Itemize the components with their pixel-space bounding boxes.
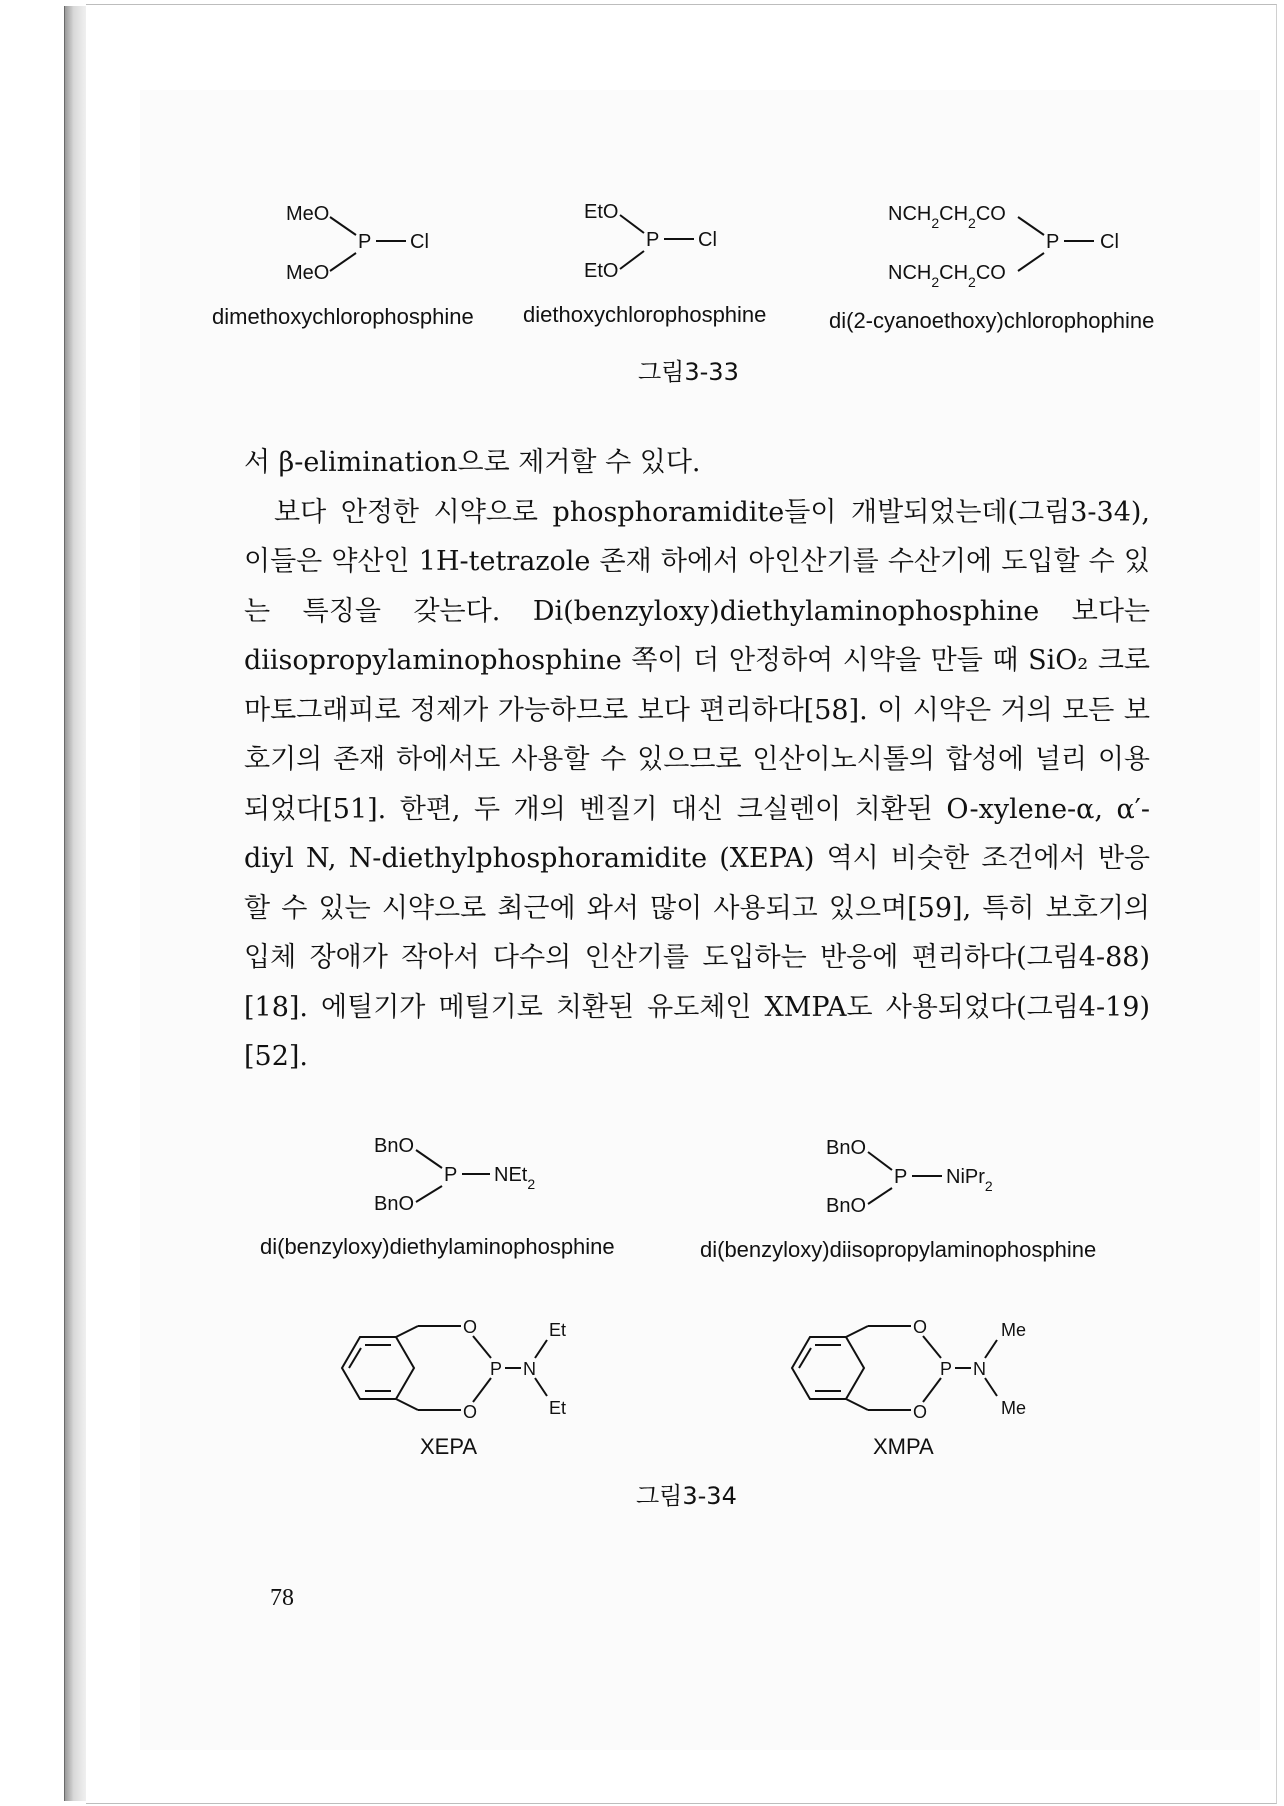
structure-xmpa bbox=[785, 1318, 1045, 1438]
ring-oxygen-top: O bbox=[463, 1317, 478, 1337]
structure-dicyanoethoxychlorophosphine bbox=[886, 195, 1136, 290]
structure-center-atom: P bbox=[444, 1164, 458, 1186]
structure-diethoxychlorophosphine bbox=[580, 193, 780, 288]
caption-dicyanoethoxychlorophosphine: di(2-cyanoethoxy)chlorophophine bbox=[829, 308, 1155, 333]
ring-oxygen-bottom: O bbox=[463, 1402, 478, 1422]
amine-alkyl-bottom: Me bbox=[1001, 1398, 1027, 1418]
structure-upper-group: MeO bbox=[286, 203, 330, 225]
structure-upper-group: EtO bbox=[584, 201, 619, 223]
figure-label-3-34: 그림3-34 bbox=[636, 1482, 737, 1510]
ring-oxygen-top: O bbox=[913, 1317, 928, 1337]
caption-diethoxychlorophosphine: diethoxychlorophosphine bbox=[523, 302, 767, 327]
structure-center-atom: P bbox=[358, 231, 372, 253]
structure-substituent: NEt$_2$ bbox=[494, 1164, 536, 1192]
caption-xepa: XEPA bbox=[420, 1434, 478, 1459]
paragraph: 보다 안정한 시약으로 phosphoramidite들이 개발되었는데(그림3-34), 이들은 약산인 1H-tetrazole 존재 하에서 아인산기를 수산기에 도입할 수 있는 특징을 갖는다. Di(benzyloxy)diethylaminophosphine 보다는 diisopropylaminophosphine 쪽이 더 안정하여 시약을 만들 때 SiO₂ 크로마토그래피로 정제가 가능하므로 보다 편리하다[58]. 이 시약은 거의 모든 보호기의 존재 하에서도 사용할 수 있으므로 인산이노시톨의 합성에 널리 이용되었다[51]. 한편, 두 개의 벤질기 대신 크실렌이 치환된 O-xylene-α, α′-diyl N, N-diethylphosphoramidite (XEPA) 역시 비슷한 조건에서 반응할 수 있는 시약으로 최근에 와서 많이 사용되고 있으며[59], 특히 보호기의 입체 장애가 작아서 다수의 인산기를 도입하는 반응에 편리하다(그림4-88)[18]. 에틸기가 메틸기로 치환된 유도체인 XMPA도 사용되었다(그림4-19)[52]. bbox=[244, 496, 1150, 1072]
structure-lower-group: BnO bbox=[374, 1193, 415, 1215]
amine-nitrogen: N bbox=[973, 1359, 986, 1379]
structure-lower-group: EtO bbox=[584, 260, 619, 282]
structure-upper-group: $NCH_2CH_2CO$ bbox=[888, 203, 1006, 231]
structure-center-atom: P bbox=[646, 229, 660, 251]
structure-dibenzyloxy-diethylaminophosphine bbox=[372, 1128, 572, 1223]
figure-label-3-33: 그림3-33 bbox=[638, 358, 739, 386]
amine-alkyl-top: Me bbox=[1001, 1320, 1027, 1340]
amine-alkyl-bottom: Et bbox=[549, 1398, 567, 1418]
page-edge bbox=[64, 6, 87, 1801]
caption-dibenzyloxy-diisopropylaminophosphine: di(benzyloxy)diisopropylaminophosphine bbox=[700, 1237, 1097, 1262]
structure-lower-group: $NCH_2CH_2CO$ bbox=[888, 262, 1006, 290]
structure-lower-group: BnO bbox=[826, 1195, 867, 1217]
structure-dibenzyloxy-diisopropylaminophosphine bbox=[824, 1130, 1024, 1225]
amine-alkyl-top: Et bbox=[549, 1320, 567, 1340]
page-number: 78 bbox=[270, 1585, 294, 1611]
paragraph: 서 β-elimination으로 제거할 수 있다. bbox=[244, 447, 701, 478]
structure-substituent: Cl bbox=[410, 231, 429, 253]
ring-oxygen-bottom: O bbox=[913, 1402, 928, 1422]
ring-phosphorus: P bbox=[940, 1359, 953, 1379]
ring-phosphorus: P bbox=[490, 1359, 503, 1379]
structure-dimethoxychlorophosphine bbox=[280, 195, 480, 290]
structure-substituent: NiPr$_2$ bbox=[946, 1166, 993, 1194]
structure-xepa bbox=[335, 1318, 595, 1438]
caption-dimethoxychlorophosphine: dimethoxychlorophosphine bbox=[212, 304, 474, 329]
amine-nitrogen: N bbox=[523, 1359, 536, 1379]
caption-xmpa: XMPA bbox=[873, 1434, 934, 1459]
structure-substituent: Cl bbox=[698, 229, 717, 251]
structure-substituent: Cl bbox=[1100, 231, 1119, 253]
structure-center-atom: P bbox=[1046, 231, 1060, 253]
caption-dibenzyloxy-diethylaminophosphine: di(benzyloxy)diethylaminophosphine bbox=[260, 1234, 615, 1259]
structure-upper-group: BnO bbox=[826, 1137, 867, 1159]
structure-lower-group: MeO bbox=[286, 262, 330, 284]
body-text bbox=[244, 438, 1150, 1082]
structure-center-atom: P bbox=[894, 1166, 908, 1188]
structure-upper-group: BnO bbox=[374, 1135, 415, 1157]
